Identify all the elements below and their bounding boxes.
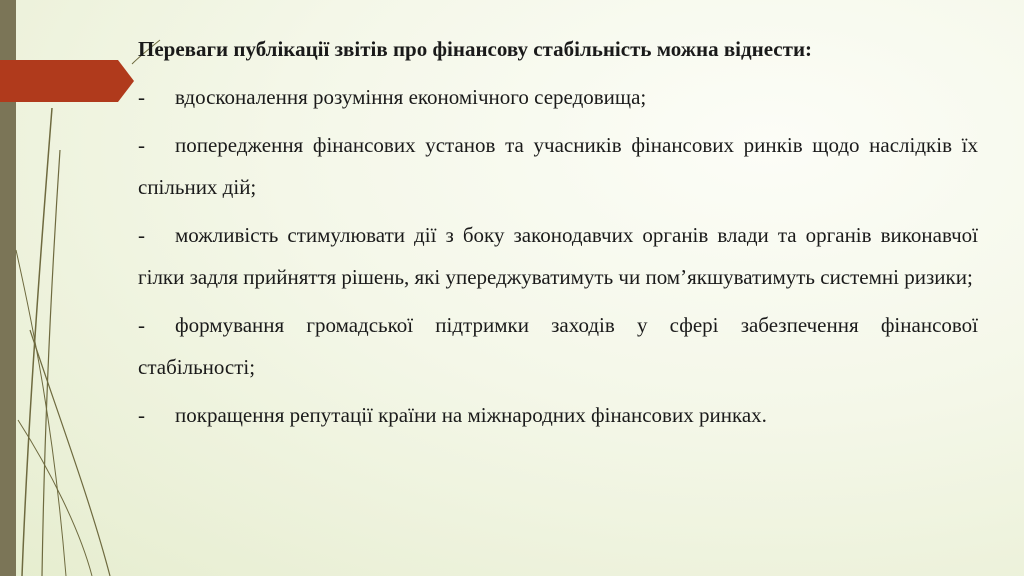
list-item-text: формування громадської підтримки заходів у сфері забезпечення фінансової стабільності; xyxy=(138,313,978,379)
list-item-text: покращення репутації країни на міжнародних фінансових ринках. xyxy=(175,403,767,427)
list-item-text: попередження фінансових установ та учасників фінансових ринків щодо наслідків їх спільних дій; xyxy=(138,133,978,199)
slide-content xyxy=(138,28,978,442)
bullet-dash: - xyxy=(138,313,145,337)
list-item xyxy=(138,76,978,118)
bullet-dash: - xyxy=(138,85,145,109)
bullet-dash: - xyxy=(138,223,145,247)
bullet-dash: - xyxy=(138,133,145,157)
bullet-dash: - xyxy=(138,403,145,427)
list-item xyxy=(138,214,978,298)
list-item xyxy=(138,124,978,208)
list-item xyxy=(138,304,978,388)
list-item-text: вдосконалення розуміння економічного середовища; xyxy=(175,85,647,109)
slide-heading: Переваги публікації звітів про фінансову стабільність можна віднести: xyxy=(138,37,813,61)
red-arrow-tab xyxy=(0,60,134,102)
list-item xyxy=(138,394,978,436)
list-item-text: можливість стимулювати дії з боку законодавчих органів влади та органів виконавчої гілки задля прийняття рішень, які упереджуватимуть чи пом’якшуватимуть системні ризики; xyxy=(138,223,978,289)
